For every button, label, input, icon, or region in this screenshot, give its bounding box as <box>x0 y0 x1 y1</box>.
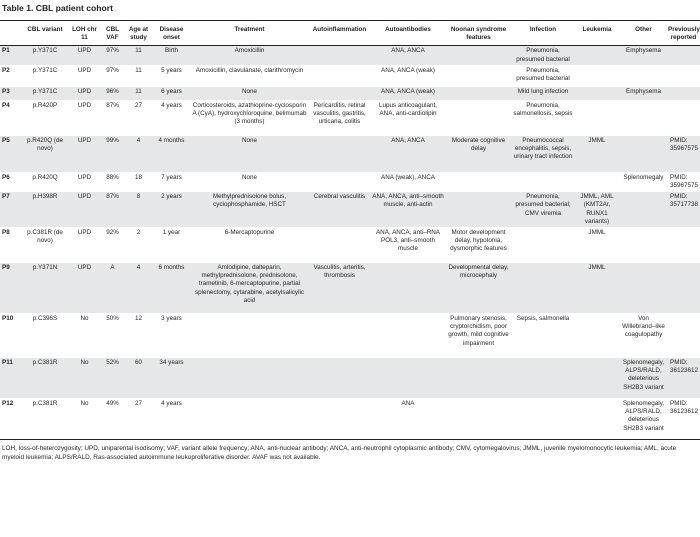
table-row <box>0 100 700 135</box>
cell-autoantibodies: ANA, ANCA (weak) <box>371 65 445 86</box>
table-body <box>0 46 700 440</box>
cell-patient: P1 <box>0 46 21 65</box>
cell-noonan <box>445 192 512 228</box>
table-footnote: LOH, loss-of-heterozygosity; UPD, uniparental isodisomy; VAF, variant allele frequency; ANA, anti-nuclear antibody; ANCA, anti-neutrophil cytoplasmic antibody; CMV, cytomegalovirus; JMML, juvenile myelomonocytic leukemia; AML, acute myeloid leukemia; ALPS/RALD, Ras-associated autoimmune leukoproliferative disorder. AVAF was not available. <box>2 445 677 461</box>
cell-noonan: Developmental delay, microcephaly <box>445 263 512 314</box>
cell-age: 2 <box>125 228 152 263</box>
cell-noonan: Motor development delay, hypotonia, dysmorphic features <box>445 228 512 263</box>
cell-other: Splenomegaly, ALPS/RALD, deleterious SH2B3 variant <box>620 399 667 440</box>
cell-noonan <box>445 358 512 399</box>
cell-treatment <box>191 399 308 440</box>
cell-autoantibodies: Lupus anticoagulant, ANA, anti-cardiolipin <box>371 100 445 135</box>
cell-other: Splenomegaly, ALPS/RALD, deleterious SH2B3 variant <box>620 358 667 399</box>
cell-vaf: 52% <box>100 358 125 399</box>
header-treatment: Treatment <box>191 21 308 46</box>
table-row <box>0 228 700 263</box>
cell-patient: P10 <box>0 314 21 358</box>
header-autoantibodies: Autoantibodies <box>371 21 445 46</box>
cell-reported <box>667 263 700 314</box>
cell-age: 11 <box>125 65 152 86</box>
cell-loh: UPD <box>69 100 100 135</box>
cell-treatment: None <box>191 172 308 191</box>
cell-onset: 4 months <box>152 135 191 172</box>
cell-treatment: Amoxicillin, clavulanate, clarithromycin <box>191 65 308 86</box>
cell-autoinflammation <box>308 358 371 399</box>
cell-infection: Pneumonia, presumed bacterial <box>512 46 574 65</box>
cell-treatment <box>191 314 308 358</box>
cell-infection <box>512 228 574 263</box>
cell-other: Von Willebrand–like coagulopathy <box>620 314 667 358</box>
cell-patient: P8 <box>0 228 21 263</box>
cell-vaf: 96% <box>100 86 125 100</box>
cell-loh: UPD <box>69 192 100 228</box>
cell-autoantibodies: ANA <box>371 399 445 440</box>
cell-leukemia <box>574 172 620 191</box>
cell-onset: 34 years <box>152 358 191 399</box>
cell-loh: UPD <box>69 46 100 65</box>
cell-autoinflammation <box>308 46 371 65</box>
table-row <box>0 358 700 399</box>
header-variant: CBL variant <box>21 21 69 46</box>
header-patient <box>0 21 21 46</box>
cell-variant: p.C381R <box>21 399 69 440</box>
header-leukemia: Leukemia <box>574 21 620 46</box>
cell-patient: P9 <box>0 263 21 314</box>
cell-vaf: 50% <box>100 314 125 358</box>
cell-infection: Pneumococcal encephalitis, sepsis, urinary tract infection <box>512 135 574 172</box>
cell-noonan <box>445 65 512 86</box>
cell-treatment: Corticosteroids, azathioprine-cyclosporin A (CyA), hydroxychloroquine, belimumab (3 months) <box>191 100 308 135</box>
cell-loh: UPD <box>69 86 100 100</box>
cell-reported: PMID: 35967575 <box>667 135 700 172</box>
cell-age: 12 <box>125 314 152 358</box>
cell-reported: PMID: 35717738 <box>667 192 700 228</box>
cell-noonan: Moderate cognitive delay <box>445 135 512 172</box>
cell-age: 8 <box>125 192 152 228</box>
cell-age: 27 <box>125 399 152 440</box>
cell-treatment: None <box>191 86 308 100</box>
cell-vaf: 92% <box>100 228 125 263</box>
cell-infection <box>512 358 574 399</box>
cell-leukemia <box>574 46 620 65</box>
table-row <box>0 172 700 191</box>
cell-other: Emphysema <box>620 46 667 65</box>
cell-noonan: Pulmonary stenosis, cryptorchidism, poor growth, mild cognitive impairment <box>445 314 512 358</box>
cell-loh: UPD <box>69 135 100 172</box>
cell-autoantibodies: ANA, ANCA <box>371 135 445 172</box>
cell-age: 27 <box>125 100 152 135</box>
cell-autoinflammation <box>308 228 371 263</box>
table-row <box>0 314 700 358</box>
cell-noonan <box>445 399 512 440</box>
cell-patient: P11 <box>0 358 21 399</box>
cell-treatment: Amoxicillin <box>191 46 308 65</box>
cell-autoantibodies: ANA, ANCA <box>371 46 445 65</box>
cell-variant: p.C396S <box>21 314 69 358</box>
table-row <box>0 192 700 228</box>
cell-infection: Pneumonia, presumed bacterial <box>512 65 574 86</box>
cell-autoantibodies <box>371 314 445 358</box>
cell-treatment: Methylprednisolone bolus, cyclophosphamide, HSCT <box>191 192 308 228</box>
cell-leukemia: JMML <box>574 263 620 314</box>
cell-leukemia: JMML, AML (KMT2Ar, RUNX1 variants) <box>574 192 620 228</box>
cell-variant: p.Y371C <box>21 65 69 86</box>
cell-autoinflammation: Pericarditis, retinal vasculitis, gastritis, urticaria, colitis <box>308 100 371 135</box>
cell-treatment: Amlodipine, dalteparin, methylprednisolone, prednisolone, trametinib, 6-mercaptopurine, partial splenectomy, cytarabine, acetylsalicylic acid <box>191 263 308 314</box>
cell-variant: p.R420P <box>21 100 69 135</box>
cell-patient: P6 <box>0 172 21 191</box>
cell-loh: UPD <box>69 228 100 263</box>
cell-autoinflammation <box>308 399 371 440</box>
cell-other <box>620 228 667 263</box>
cell-autoinflammation <box>308 172 371 191</box>
cell-reported: PMID: 36123612 <box>667 399 700 440</box>
cell-other <box>620 65 667 86</box>
cell-vaf: 97% <box>100 46 125 65</box>
header-row <box>0 21 700 46</box>
cell-infection <box>512 399 574 440</box>
cell-leukemia <box>574 358 620 399</box>
cell-loh: No <box>69 358 100 399</box>
cell-loh: UPD <box>69 172 100 191</box>
cell-age: 11 <box>125 86 152 100</box>
cell-autoantibodies <box>371 263 445 314</box>
cell-onset: 2 years <box>152 192 191 228</box>
cell-infection: Pneumonia, presumed bacterial; CMV viremia <box>512 192 574 228</box>
cell-infection: Pneumonia, salmonellosis, sepsis <box>512 100 574 135</box>
header-age: Age at study <box>125 21 152 46</box>
cell-reported <box>667 228 700 263</box>
cell-reported <box>667 100 700 135</box>
header-noonan: Noonan syndrome features <box>445 21 512 46</box>
cell-onset: 3 years <box>152 314 191 358</box>
cell-onset: 4 years <box>152 399 191 440</box>
header-onset: Disease onset <box>152 21 191 46</box>
cell-reported <box>667 314 700 358</box>
cell-loh: No <box>69 314 100 358</box>
cell-autoinflammation <box>308 65 371 86</box>
table-row <box>0 46 700 65</box>
cell-autoinflammation: Cerebral vasculitis <box>308 192 371 228</box>
cell-infection <box>512 172 574 191</box>
cell-autoinflammation <box>308 135 371 172</box>
cell-noonan <box>445 172 512 191</box>
cell-onset: 6 years <box>152 86 191 100</box>
cell-patient: P4 <box>0 100 21 135</box>
cell-patient: P5 <box>0 135 21 172</box>
cell-onset: Birth <box>152 46 191 65</box>
cell-onset: 1 year <box>152 228 191 263</box>
cell-leukemia: JMML <box>574 228 620 263</box>
cell-other <box>620 100 667 135</box>
cell-patient: P7 <box>0 192 21 228</box>
cbl-patient-table <box>0 20 700 440</box>
cell-infection: Sepsis, salmonella <box>512 314 574 358</box>
cell-leukemia <box>574 65 620 86</box>
cell-age: 11 <box>125 46 152 65</box>
cell-vaf: 88% <box>100 172 125 191</box>
cell-reported: PMID: 35967575 <box>667 172 700 191</box>
cell-loh: UPD <box>69 65 100 86</box>
cell-vaf: 99% <box>100 135 125 172</box>
cell-leukemia <box>574 399 620 440</box>
cell-autoinflammation <box>308 86 371 100</box>
cell-leukemia: JMML <box>574 135 620 172</box>
cell-variant: p.R420Q <box>21 172 69 191</box>
cell-treatment: 6-Mercaptopurine <box>191 228 308 263</box>
cell-autoantibodies: ANA, ANCA, anti–smooth muscle, anti-actin <box>371 192 445 228</box>
cell-infection <box>512 263 574 314</box>
cell-other <box>620 263 667 314</box>
cell-vaf: A <box>100 263 125 314</box>
cell-age: 4 <box>125 263 152 314</box>
cell-leukemia <box>574 100 620 135</box>
table-row <box>0 135 700 172</box>
cell-loh: No <box>69 399 100 440</box>
cell-treatment <box>191 358 308 399</box>
header-loh: LOH chr 11 <box>69 21 100 46</box>
cell-patient: P3 <box>0 86 21 100</box>
cell-variant: p.Y371N <box>21 263 69 314</box>
cell-other <box>620 135 667 172</box>
cell-autoantibodies <box>371 358 445 399</box>
header-other: Other <box>620 21 667 46</box>
cell-vaf: 49% <box>100 399 125 440</box>
cell-reported <box>667 46 700 65</box>
header-vaf: CBL VAF <box>100 21 125 46</box>
cell-noonan <box>445 46 512 65</box>
cell-infection: Mild lung infection <box>512 86 574 100</box>
header-infection: Infection <box>512 21 574 46</box>
cell-treatment: None <box>191 135 308 172</box>
cell-variant: p.Y371C <box>21 46 69 65</box>
table-row <box>0 399 700 440</box>
cell-variant: p.R420Q (de novo) <box>21 135 69 172</box>
cell-autoinflammation <box>308 314 371 358</box>
cell-onset: 5 years <box>152 65 191 86</box>
table-title: Table 1. CBL patient cohort <box>2 3 113 13</box>
cell-noonan <box>445 86 512 100</box>
cell-variant: p.C381R (de novo) <box>21 228 69 263</box>
cell-leukemia <box>574 86 620 100</box>
table-row <box>0 263 700 314</box>
cell-reported <box>667 86 700 100</box>
cell-vaf: 87% <box>100 192 125 228</box>
header-autoinflammation: Autoinflammation <box>308 21 371 46</box>
cell-patient: P12 <box>0 399 21 440</box>
cell-vaf: 97% <box>100 65 125 86</box>
cell-other <box>620 192 667 228</box>
cell-autoantibodies: ANA, ANCA, anti–RNA POL3, anti–smooth muscle <box>371 228 445 263</box>
cell-autoinflammation: Vasculitis, arteritis, thrombosis <box>308 263 371 314</box>
table-row <box>0 86 700 100</box>
cell-other: Emphysema <box>620 86 667 100</box>
cell-reported <box>667 65 700 86</box>
cell-variant: p.Y371C <box>21 86 69 100</box>
header-reported: Previously reported <box>667 21 700 46</box>
cell-loh: UPD <box>69 263 100 314</box>
cell-noonan <box>445 100 512 135</box>
cell-reported: PMID: 36123612 <box>667 358 700 399</box>
cell-age: 4 <box>125 135 152 172</box>
cell-leukemia <box>574 314 620 358</box>
cell-autoantibodies: ANA (weak), ANCA <box>371 172 445 191</box>
cell-autoantibodies: ANA, ANCA (weak) <box>371 86 445 100</box>
cell-patient: P2 <box>0 65 21 86</box>
cell-variant: p.C381R <box>21 358 69 399</box>
cell-variant: p.H398R <box>21 192 69 228</box>
cell-onset: 7 years <box>152 172 191 191</box>
table-row <box>0 65 700 86</box>
cell-vaf: 87% <box>100 100 125 135</box>
cell-other: Splenomegaly <box>620 172 667 191</box>
cell-onset: 4 years <box>152 100 191 135</box>
cell-onset: 6 months <box>152 263 191 314</box>
cell-age: 60 <box>125 358 152 399</box>
cell-age: 18 <box>125 172 152 191</box>
